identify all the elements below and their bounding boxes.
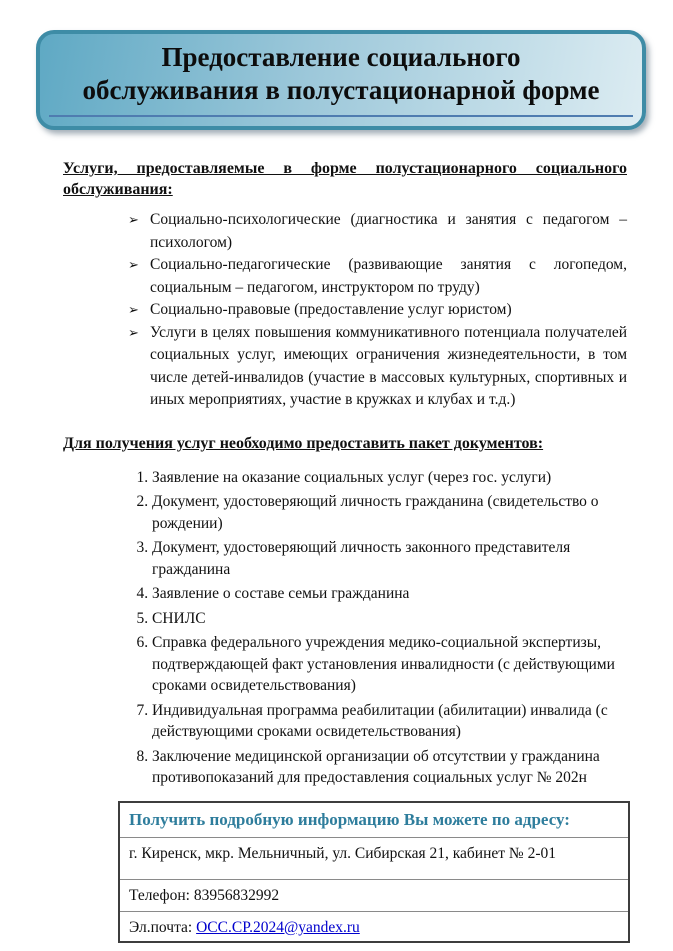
contact-phone-row <box>119 880 629 912</box>
contact-info-table <box>118 801 630 944</box>
service-item-text: Услуги в целях повышения коммуникативного потенциала получателей социальных услуг, имеющих ограничения жизнедеятельности, в том числе детей-инвалидов (участие в массовых культурных, спортивных и иных мероприятиях, участие в кружках и клубах и т.д.) <box>150 323 627 408</box>
document-item: 1. Заявление на оказание социальных услуг (через гос. услуги) <box>152 467 627 489</box>
email-link[interactable]: OCC.CP.2024@yandex.ru <box>196 919 360 936</box>
contact-heading: Получить подробную информацию Вы можете по адресу: <box>119 802 629 838</box>
document-item: 6. Справка федерального учреждения медико-социальной экспертизы, подтверждающей факт установления инвалидности (с действующими сроками освидетельствования) <box>152 632 627 697</box>
contact-email-row <box>119 912 629 943</box>
email-label: Эл.почта: <box>129 919 193 936</box>
services-heading: Услуги, предоставляемые в форме полустационарного социального обслуживания: <box>63 160 627 198</box>
service-item <box>128 299 627 322</box>
contact-phone: Телефон: 83956832992 <box>119 880 629 912</box>
service-item <box>128 322 627 412</box>
arrow-bullet-icon: ➢ <box>128 302 139 317</box>
header-divider <box>49 115 633 117</box>
page-title-line-1: Предоставление социального <box>161 42 521 72</box>
document-item: 3. Документ, удостоверяющий личность законного представителя гражданина <box>152 537 627 580</box>
service-item-text: Социально-педагогические (развивающие занятия с логопедом, социальным – педагогом, инструктором по труду) <box>150 256 627 296</box>
document-item: 8. Заключение медицинской организации об отсутствии у гражданина противопоказаний для предоставления социальных услуг № 202н <box>152 746 627 789</box>
documents-heading: Для получения услуг необходимо предоставить пакет документов: <box>63 434 544 452</box>
document-item: 4. Заявление о составе семьи гражданина <box>152 583 627 605</box>
document-item: 5. СНИЛС <box>152 608 627 630</box>
contact-email-cell <box>119 912 629 943</box>
contact-address-row <box>119 838 629 880</box>
documents-list <box>63 467 627 789</box>
service-item-text: Социально-психологические (диагностика и занятия с педагогом – психологом) <box>150 211 627 251</box>
arrow-bullet-icon: ➢ <box>128 212 139 227</box>
service-item <box>128 209 627 254</box>
page-title-line-2: обслуживания в полустационарной форме <box>82 75 600 105</box>
service-item-text: Социально-правовые (предоставление услуг юристом) <box>150 301 512 318</box>
title-banner <box>36 30 646 130</box>
arrow-bullet-icon: ➢ <box>128 324 139 340</box>
service-item <box>128 254 627 299</box>
document-body <box>63 158 627 943</box>
contact-heading-row <box>119 802 629 838</box>
document-item: 2. Документ, удостоверяющий личность гражданина (свидетельство о рождении) <box>152 491 627 534</box>
contact-address: г. Киренск, мкр. Мельничный, ул. Сибирская 21, кабинет № 2-01 <box>119 838 629 880</box>
services-list <box>63 209 627 412</box>
document-item: 7. Индивидуальная программа реабилитации (абилитации) инвалида (с действующими сроками освидетельствования) <box>152 700 627 743</box>
arrow-bullet-icon: ➢ <box>128 257 139 272</box>
